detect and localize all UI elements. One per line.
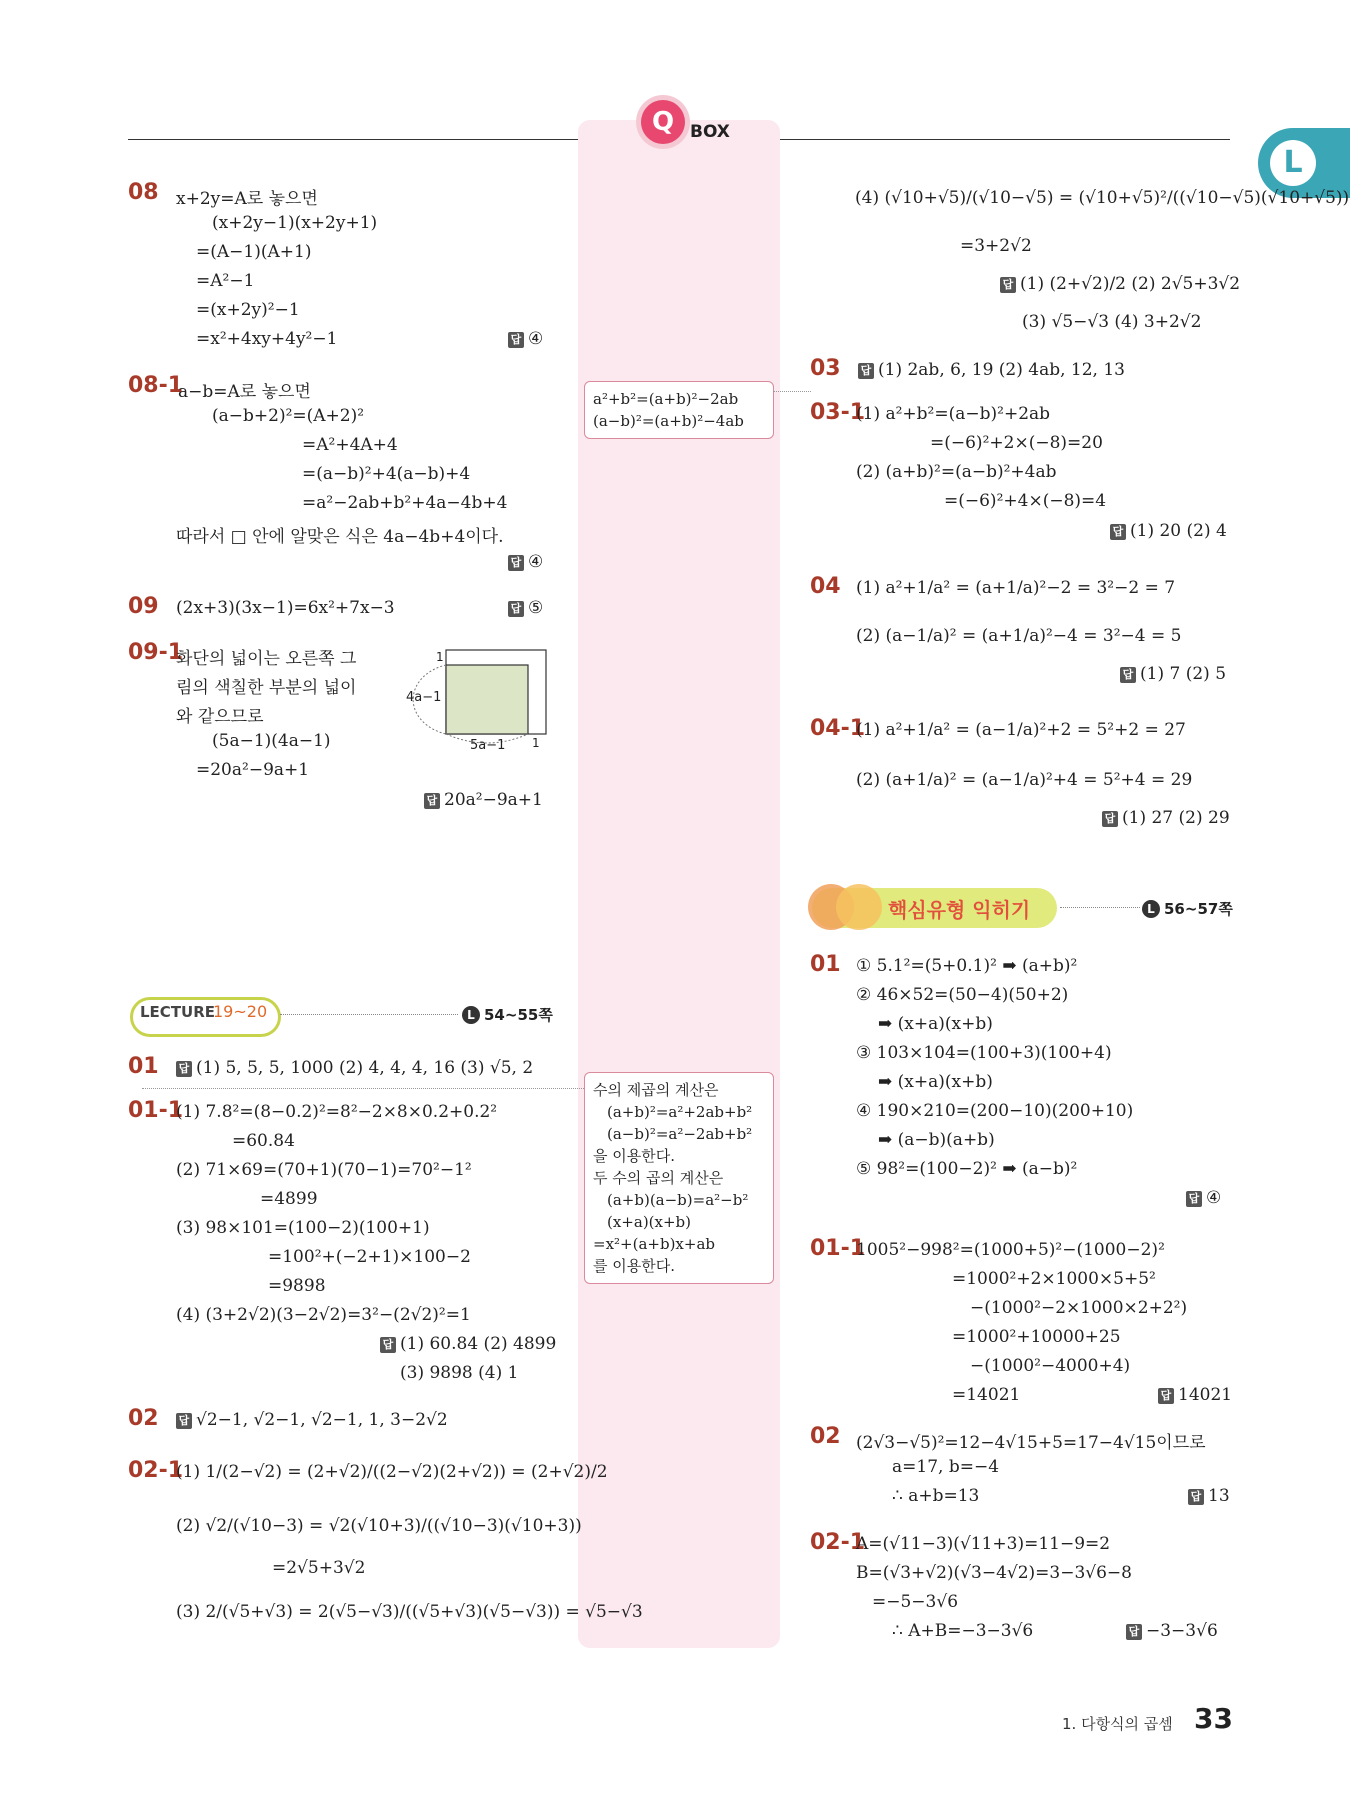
problem-number: 02 <box>810 1424 841 1449</box>
core-pages: 56~57쪽 <box>1164 900 1233 918</box>
solution-line: (4) (3+2√2)(3−2√2)=3²−(2√2)²=1 <box>176 1305 471 1325</box>
problem-number: 09 <box>128 594 159 619</box>
solution-line: =14021 <box>952 1385 1021 1405</box>
note-line: 를 이용한다. <box>593 1257 675 1275</box>
solution-line: (1) 7.8²=(8−0.2)²=8²−2×8×0.2+0.2² <box>176 1102 498 1122</box>
lecture-l-icon: L <box>462 1006 480 1024</box>
problem-number: 01-1 <box>128 1098 184 1123</box>
answer-value: ④ <box>528 552 544 572</box>
answer-icon: 답 <box>424 793 440 809</box>
q-box-strip <box>578 120 780 1648</box>
solution-line: A=(√11−3)(√11+3)=11−9=2 <box>856 1534 1111 1554</box>
answer-value: ⑤ <box>528 598 544 618</box>
answer-icon: 답 <box>1120 667 1136 683</box>
answer-value: 14021 <box>1178 1385 1233 1405</box>
answer-icon: 답 <box>508 601 524 617</box>
answer <box>508 598 543 618</box>
solution-line: =(−6)²+4×(−8)=4 <box>944 491 1107 511</box>
answer-value: (1) 27 (2) 29 <box>1122 808 1230 828</box>
solution-line: =(−6)²+2×(−8)=20 <box>930 433 1103 453</box>
solution-line: =x²+4xy+4y²−1 <box>196 329 338 349</box>
answer-value: (1) 7 (2) 5 <box>1140 664 1227 684</box>
figure-label-top: 1 <box>436 650 444 664</box>
answer <box>380 1334 556 1354</box>
problem-number: 02-1 <box>810 1530 866 1555</box>
answer-icon: 답 <box>1110 524 1126 540</box>
answer <box>1186 1188 1221 1208</box>
answer-icon: 답 <box>176 1413 192 1429</box>
answer-icon: 답 <box>508 332 524 348</box>
answer <box>176 1058 533 1078</box>
answer <box>508 552 543 572</box>
solution-line: (3) 98×101=(100−2)(100+1) <box>176 1218 430 1238</box>
answer-value: ④ <box>528 329 544 349</box>
answer-value: −3−3√6 <box>1146 1621 1218 1641</box>
answer-value: (1) 20 (2) 4 <box>1130 521 1227 541</box>
solution-line: (a−b+2)²=(A+2)² <box>212 406 365 426</box>
header-rule-left <box>128 139 578 140</box>
answer-icon: 답 <box>1000 277 1016 293</box>
solution-line: =9898 <box>268 1276 326 1296</box>
answer <box>1102 808 1230 828</box>
solution-line: ① 5.1²=(5+0.1)² ➡ (a+b)² <box>856 956 1078 976</box>
lecture-page-ref <box>462 1004 553 1025</box>
problem-number: 02-1 <box>128 1458 184 1483</box>
solution-line: (2) (a+b)²=(a−b)²+4ab <box>856 462 1057 482</box>
solution-line: (5a−1)(4a−1) <box>212 731 331 751</box>
q-box-note-1 <box>584 381 774 439</box>
answer <box>1120 664 1226 684</box>
solution-line: ➡ (x+a)(x+b) <box>878 1072 993 1092</box>
solution-line: ④ 190×210=(200−10)(200+10) <box>856 1101 1134 1121</box>
answer-icon: 답 <box>176 1061 192 1077</box>
solution-line: =60.84 <box>232 1131 295 1151</box>
solution-line: (1) a²+1/a² = (a−1/a)²+2 = 5²+2 = 27 <box>856 720 1186 740</box>
problem-number: 01-1 <box>810 1236 866 1261</box>
figure-label-corner: 1 <box>532 736 540 750</box>
solution-line: =−5−3√6 <box>872 1592 959 1612</box>
note-connector <box>142 1088 584 1089</box>
answer-icon: 답 <box>858 363 874 379</box>
solution-line: (2) √2/(√10−3) = √2(√10+3)/((√10−3)(√10+3)) <box>176 1516 582 1536</box>
footer-chapter: 1. 다항식의 곱셈 <box>1062 1715 1173 1733</box>
solution-line: =(a−b)²+4(a−b)+4 <box>302 464 471 484</box>
solution-line: =(A−1)(A+1) <box>196 242 312 262</box>
answer-continued: (3) 9898 (4) 1 <box>400 1363 519 1383</box>
note-line: (a+b)(a−b)=a²−b² <box>607 1191 749 1209</box>
solution-line: =a²−2ab+b²+4a−4b+4 <box>302 493 508 513</box>
solution-line: (1) a²+b²=(a−b)²+2ab <box>856 404 1051 424</box>
solution-line: x+2y=A로 놓으면 <box>176 189 318 209</box>
answer <box>1188 1486 1230 1506</box>
solution-line: (1) a²+1/a² = (a+1/a)²−2 = 3²−2 = 7 <box>856 578 1176 598</box>
solution-line: =20a²−9a+1 <box>196 760 310 780</box>
solution-line: ∴ A+B=−3−3√6 <box>892 1621 1034 1641</box>
answer-icon: 답 <box>1102 811 1118 827</box>
answer-continued: (3) √5−√3 (4) 3+2√2 <box>1022 312 1202 332</box>
solution-line: ③ 103×104=(100+3)(100+4) <box>856 1043 1112 1063</box>
answer-icon: 답 <box>1188 1489 1204 1505</box>
core-type-leader <box>1060 907 1140 908</box>
solution-line: ➡ (x+a)(x+b) <box>878 1014 993 1034</box>
core-type-title: 핵심유형 익히기 <box>888 898 1031 922</box>
solution-line: (2x+3)(3x−1)=6x²+7x−3 <box>176 598 395 618</box>
solution-line: =4899 <box>260 1189 318 1209</box>
solution-line: −(1000²−4000+4) <box>970 1356 1131 1376</box>
answer-value: 13 <box>1208 1486 1230 1506</box>
solution-line: 따라서 □ 안에 알맞은 식은 4a−4b+4이다. <box>176 527 504 547</box>
figure-label-bottom: 5a−1 <box>470 738 506 753</box>
answer-icon: 답 <box>1186 1191 1202 1207</box>
answer-value: (1) 60.84 (2) 4899 <box>400 1334 557 1354</box>
solution-line: 림의 색칠한 부분의 넓이 <box>176 678 357 698</box>
answer <box>508 329 543 349</box>
solution-line: a=17, b=−4 <box>892 1457 1000 1477</box>
solution-line: (x+2y−1)(x+2y+1) <box>212 213 378 233</box>
solution-line: (2) (a−1/a)² = (a+1/a)²−4 = 3²−4 = 5 <box>856 626 1182 646</box>
answer-value: (1) (2+√2)/2 (2) 2√5+3√2 <box>1020 274 1241 294</box>
solution-line: ② 46×52=(50−4)(50+2) <box>856 985 1069 1005</box>
solution-line: =1000²+2×1000×5+5² <box>952 1269 1156 1289</box>
solution-line: (1) 1/(2−√2) = (2+√2)/((2−√2)(2+√2)) = (2+√2)/2 <box>176 1462 608 1482</box>
page-number: 33 <box>1194 1702 1233 1735</box>
q-logo-icon: Q <box>641 100 685 144</box>
solution-line: −(1000²−2×1000×2+2²) <box>970 1298 1188 1318</box>
solution-line: ∴ a+b=13 <box>892 1486 980 1506</box>
solution-line: (2) 71×69=(70+1)(70−1)=70²−1² <box>176 1160 472 1180</box>
problem-number: 04-1 <box>810 716 866 741</box>
lecture-label: LECTURE <box>140 1003 216 1021</box>
note-line: (x+a)(x+b) <box>607 1213 692 1231</box>
solution-line: a−b=A로 놓으면 <box>178 382 311 402</box>
solution-line: =(x+2y)²−1 <box>196 300 300 320</box>
core-page-ref <box>1142 898 1233 919</box>
solution-line: ⑤ 98²=(100−2)² ➡ (a−b)² <box>856 1159 1078 1179</box>
answer <box>1126 1621 1218 1641</box>
problem-number: 09-1 <box>128 640 184 665</box>
solution-line: ➡ (a−b)(a+b) <box>878 1130 995 1150</box>
answer-icon: 답 <box>1126 1624 1142 1640</box>
chapter-tab-letter: L <box>1270 140 1316 186</box>
answer-value: ④ <box>1206 1188 1222 1208</box>
lecture-leader <box>280 1014 458 1015</box>
figure-label-left: 4a−1 <box>406 690 442 705</box>
note-connector <box>773 391 811 392</box>
solution-line: =2√5+3√2 <box>272 1558 366 1578</box>
answer-icon: 답 <box>1158 1388 1174 1404</box>
banner-decor-circle <box>836 884 882 930</box>
q-box-note-2 <box>584 1072 774 1284</box>
note-line: (a−b)²=a²−2ab+b² <box>607 1125 753 1143</box>
note-line: (a−b)²=(a+b)²−4ab <box>593 412 744 430</box>
answer-value: (1) 5, 5, 5, 1000 (2) 4, 4, 4, 16 (3) √5, 2 <box>196 1058 534 1078</box>
note-line: 두 수의 곱의 계산은 <box>593 1169 724 1187</box>
solution-line: (2√3−√5)²=12−4√15+5=17−4√15이므로 <box>856 1433 1206 1453</box>
solution-line: 화단의 넓이는 오른쪽 그 <box>176 649 357 669</box>
header-rule-right <box>780 139 1230 140</box>
problem-number: 08-1 <box>128 373 184 398</box>
problem-number: 08 <box>128 180 159 205</box>
solution-line: (3) 2/(√5+√3) = 2(√5−√3)/((√5+√3)(√5−√3)) = √5−√3 <box>176 1602 643 1622</box>
solution-line: 1005²−998²=(1000+5)²−(1000−2)² <box>856 1240 1165 1260</box>
problem-number: 01 <box>810 952 841 977</box>
answer <box>1110 521 1227 541</box>
answer <box>1000 274 1240 294</box>
problem-number: 01 <box>128 1054 159 1079</box>
lecture-pages: 54~55쪽 <box>484 1006 553 1024</box>
lecture-range: 19~20 <box>213 1002 268 1021</box>
problem-number: 04 <box>810 574 841 599</box>
solution-line: B=(√3+√2)(√3−4√2)=3−3√6−8 <box>856 1563 1132 1583</box>
answer <box>858 360 1125 380</box>
q-box-label: BOX <box>690 122 730 142</box>
answer-icon: 답 <box>380 1337 396 1353</box>
note-line: a²+b²=(a+b)²−2ab <box>593 390 739 408</box>
note-line: 을 이용한다. <box>593 1147 675 1165</box>
answer <box>176 1410 448 1430</box>
solution-line: =1000²+10000+25 <box>952 1327 1121 1347</box>
solution-line: =A²+4A+4 <box>302 435 398 455</box>
note-line: 수의 제곱의 계산은 <box>593 1081 719 1099</box>
problem-number: 03 <box>810 356 841 381</box>
problem-number: 03-1 <box>810 400 866 425</box>
solution-line: =3+2√2 <box>960 236 1032 256</box>
answer-value: 20a²−9a+1 <box>444 790 543 810</box>
answer-value: √2−1, √2−1, √2−1, 1, 3−2√2 <box>196 1410 448 1430</box>
solution-line: =100²+(−2+1)×100−2 <box>268 1247 471 1267</box>
core-l-icon: L <box>1142 900 1160 918</box>
solution-line: (2) (a+1/a)² = (a−1/a)²+4 = 5²+4 = 29 <box>856 770 1193 790</box>
answer <box>1158 1385 1232 1405</box>
answer <box>424 790 543 810</box>
answer-icon: 답 <box>508 555 524 571</box>
note-line: (a+b)²=a²+2ab+b² <box>607 1103 753 1121</box>
answer-value: (1) 2ab, 6, 19 (2) 4ab, 12, 13 <box>878 360 1125 380</box>
solution-line: 와 같으므로 <box>176 707 264 727</box>
note-line: =x²+(a+b)x+ab <box>593 1235 715 1253</box>
solution-line: (4) (√10+√5)/(√10−√5) = (√10+√5)²/((√10−√5)(√10+√5)) <box>855 188 1350 208</box>
problem-number: 02 <box>128 1406 159 1431</box>
solution-line: =A²−1 <box>196 271 255 291</box>
